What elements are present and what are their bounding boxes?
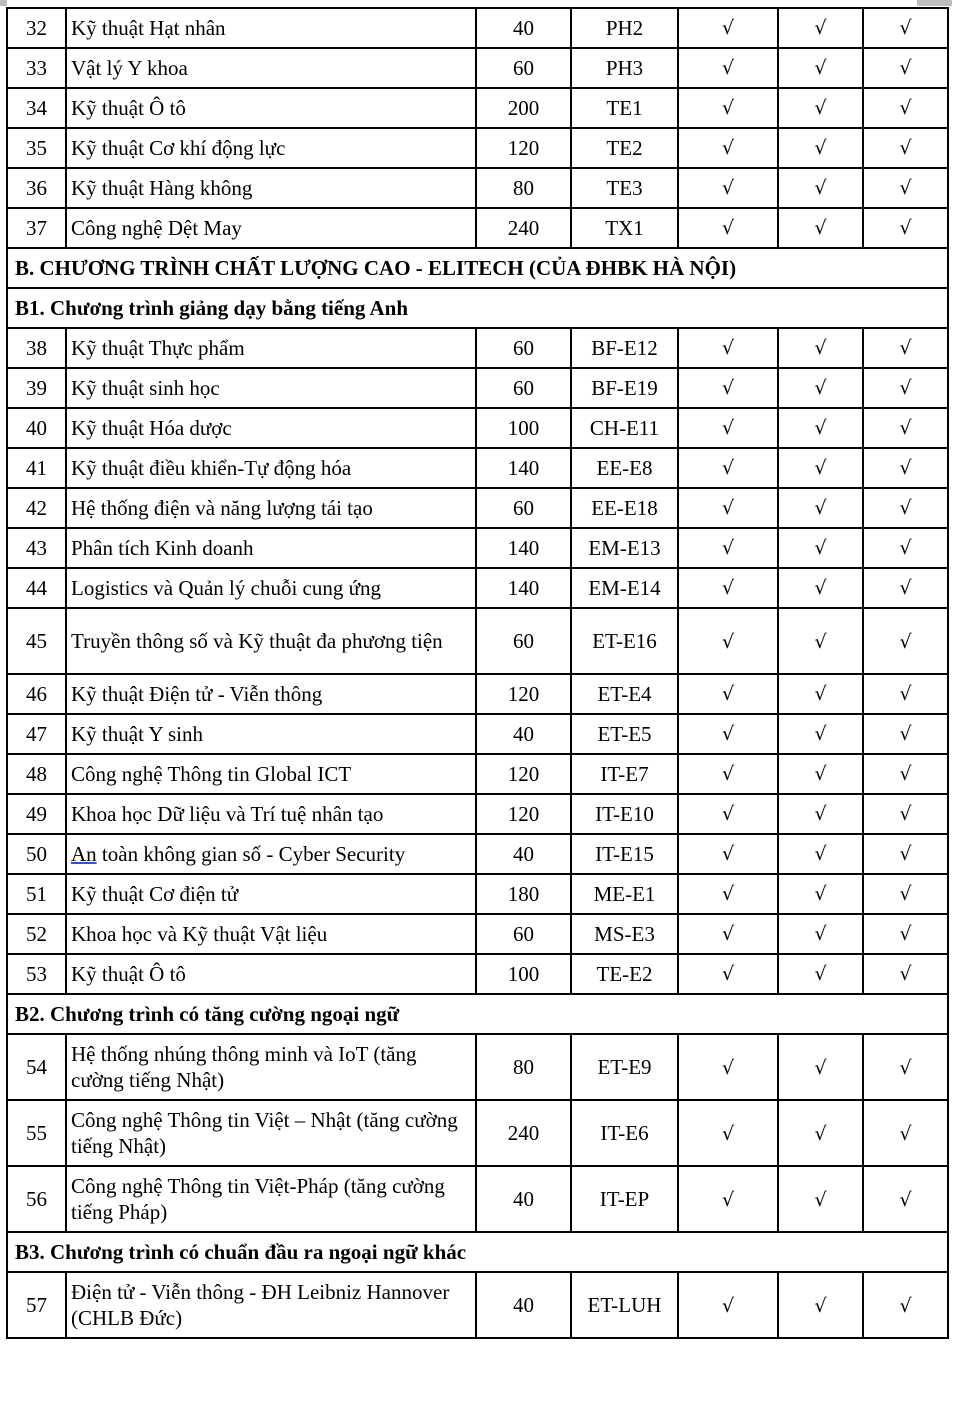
- row-number: 38: [7, 328, 66, 368]
- quota: 100: [476, 954, 571, 994]
- check-icon: √: [721, 1188, 735, 1211]
- check-icon: √: [899, 417, 912, 439]
- quota: 40: [476, 714, 571, 754]
- program-name: Công nghệ Thông tin Việt-Pháp (tăng cường tiếng Pháp): [66, 1166, 476, 1232]
- section-heading-b: B. CHƯƠNG TRÌNH CHẤT LƯỢNG CAO - ELITECH (CỦA ĐHBK HÀ NỘI): [7, 248, 948, 288]
- check-icon: √: [721, 577, 735, 599]
- row-number: 42: [7, 488, 66, 528]
- program-name: [66, 834, 476, 874]
- program-code: TX1: [571, 208, 678, 248]
- program-code: IT-EP: [571, 1166, 678, 1232]
- check-icon: √: [899, 497, 912, 519]
- quota: 40: [476, 1166, 571, 1232]
- check-icon: √: [814, 537, 827, 559]
- check-icon: √: [899, 177, 912, 199]
- check-icon: √: [814, 457, 827, 479]
- program-code: IT-E10: [571, 794, 678, 834]
- check-icon: √: [814, 417, 827, 439]
- check-icon: √: [899, 763, 912, 785]
- program-code: CH-E11: [571, 408, 678, 448]
- quota: 80: [476, 1034, 571, 1100]
- check-icon: √: [814, 1188, 827, 1211]
- program-name: Kỹ thuật Thực phẩm: [66, 328, 476, 368]
- check-icon: √: [721, 963, 735, 985]
- row-number: 40: [7, 408, 66, 448]
- check-icon: √: [899, 723, 912, 745]
- check-icon: √: [899, 883, 912, 905]
- program-code: ME-E1: [571, 874, 678, 914]
- program-code: ET-E16: [571, 608, 678, 674]
- program-name: Kỹ thuật Hóa dược: [66, 408, 476, 448]
- check-icon: √: [814, 723, 827, 745]
- quota: 180: [476, 874, 571, 914]
- check-icon: √: [899, 843, 912, 865]
- table-row: [7, 1034, 948, 1100]
- program-name: Logistics và Quản lý chuỗi cung ứng: [66, 568, 476, 608]
- check-icon: √: [721, 1056, 735, 1079]
- quota: 240: [476, 208, 571, 248]
- row-number: 37: [7, 208, 66, 248]
- check-icon: √: [899, 923, 912, 945]
- check-icon: √: [899, 577, 912, 599]
- table-row: [7, 1100, 948, 1166]
- row-number: 52: [7, 914, 66, 954]
- row-number: 55: [7, 1100, 66, 1166]
- program-name: Kỹ thuật Y sinh: [66, 714, 476, 754]
- row-number: 51: [7, 874, 66, 914]
- check-icon: √: [814, 923, 827, 945]
- row-number: 50: [7, 834, 66, 874]
- program-code: MS-E3: [571, 914, 678, 954]
- program-name: Hệ thống điện và năng lượng tái tạo: [66, 488, 476, 528]
- table-row: [7, 48, 948, 88]
- row-number: 54: [7, 1034, 66, 1100]
- corner-marker-right: [917, 0, 952, 6]
- program-name: Hệ thống nhúng thông minh và IoT (tăng cường tiếng Nhật): [66, 1034, 476, 1100]
- row-number: 56: [7, 1166, 66, 1232]
- program-name: Kỹ thuật Ô tô: [66, 88, 476, 128]
- check-icon: √: [814, 57, 827, 79]
- check-icon: √: [721, 803, 735, 825]
- check-icon: √: [899, 963, 912, 985]
- program-code: TE1: [571, 88, 678, 128]
- program-code: EM-E14: [571, 568, 678, 608]
- program-name: Kỹ thuật Cơ khí động lực: [66, 128, 476, 168]
- row-number: 47: [7, 714, 66, 754]
- table-row: [7, 208, 948, 248]
- row-number: 48: [7, 754, 66, 794]
- check-icon: √: [814, 1294, 827, 1317]
- section-heading-b2: B2. Chương trình có tăng cường ngoại ngữ: [7, 994, 948, 1034]
- program-code: BF-E12: [571, 328, 678, 368]
- check-icon: √: [814, 630, 827, 653]
- check-icon: √: [899, 377, 912, 399]
- program-code: EE-E8: [571, 448, 678, 488]
- table-row: [7, 1272, 948, 1338]
- section-heading-b1: B1. Chương trình giảng dạy bằng tiếng Anh: [7, 288, 948, 328]
- table-row: [7, 408, 948, 448]
- program-name: Điện tử - Viễn thông - ĐH Leibniz Hannover (CHLB Đức): [66, 1272, 476, 1338]
- quota: 240: [476, 1100, 571, 1166]
- program-code: TE3: [571, 168, 678, 208]
- admissions-table: [6, 7, 949, 1339]
- check-icon: √: [899, 1056, 912, 1079]
- check-icon: √: [721, 137, 735, 159]
- quota: 140: [476, 448, 571, 488]
- check-icon: √: [814, 843, 827, 865]
- program-name: Công nghệ Thông tin Việt – Nhật (tăng cường tiếng Nhật): [66, 1100, 476, 1166]
- program-name: Kỹ thuật Điện tử - Viễn thông: [66, 674, 476, 714]
- check-icon: √: [721, 377, 735, 399]
- section-heading-b3: B3. Chương trình có chuẩn đầu ra ngoại ngữ khác: [7, 1232, 948, 1272]
- check-icon: √: [721, 723, 735, 745]
- program-name: Truyền thông số và Kỹ thuật đa phương tiện: [66, 608, 476, 674]
- program-name: Kỹ thuật Hạt nhân: [66, 8, 476, 48]
- section-heading-row: [7, 248, 948, 288]
- program-code: EM-E13: [571, 528, 678, 568]
- check-icon: √: [814, 803, 827, 825]
- check-icon: √: [814, 577, 827, 599]
- quota: 60: [476, 914, 571, 954]
- corner-marker-left: [0, 0, 7, 6]
- row-number: 36: [7, 168, 66, 208]
- row-number: 57: [7, 1272, 66, 1338]
- row-number: 39: [7, 368, 66, 408]
- check-icon: √: [899, 17, 912, 39]
- check-icon: √: [814, 963, 827, 985]
- check-icon: √: [721, 457, 735, 479]
- quota: 60: [476, 608, 571, 674]
- quota: 40: [476, 8, 571, 48]
- program-code: ET-E9: [571, 1034, 678, 1100]
- check-icon: √: [721, 683, 735, 705]
- check-icon: √: [721, 57, 735, 79]
- row-number: 44: [7, 568, 66, 608]
- program-name: Phân tích Kinh doanh: [66, 528, 476, 568]
- program-name: Khoa học Dữ liệu và Trí tuệ nhân tạo: [66, 794, 476, 834]
- check-icon: √: [899, 1188, 912, 1211]
- row-number: 46: [7, 674, 66, 714]
- check-icon: √: [721, 217, 735, 239]
- quota: 60: [476, 328, 571, 368]
- check-icon: √: [721, 843, 735, 865]
- quota: 60: [476, 368, 571, 408]
- check-icon: √: [814, 377, 827, 399]
- quota: 200: [476, 88, 571, 128]
- section-heading-row: [7, 994, 948, 1034]
- table-row: [7, 568, 948, 608]
- row-number: 34: [7, 88, 66, 128]
- check-icon: √: [899, 683, 912, 705]
- table-row: [7, 128, 948, 168]
- check-icon: √: [899, 57, 912, 79]
- program-name: Công nghệ Thông tin Global ICT: [66, 754, 476, 794]
- quota: 120: [476, 128, 571, 168]
- program-name: Kỹ thuật Cơ điện tử: [66, 874, 476, 914]
- check-icon: √: [814, 1056, 827, 1079]
- section-heading-row: [7, 1232, 948, 1272]
- quota: 120: [476, 754, 571, 794]
- quota: 40: [476, 834, 571, 874]
- program-name: Khoa học và Kỹ thuật Vật liệu: [66, 914, 476, 954]
- check-icon: √: [899, 97, 912, 119]
- check-icon: √: [721, 417, 735, 439]
- row-number: 35: [7, 128, 66, 168]
- check-icon: √: [721, 1294, 735, 1317]
- quota: 80: [476, 168, 571, 208]
- row-number: 45: [7, 608, 66, 674]
- program-code: EE-E18: [571, 488, 678, 528]
- quota: 100: [476, 408, 571, 448]
- program-name: Kỹ thuật điều khiển-Tự động hóa: [66, 448, 476, 488]
- table-row: [7, 914, 948, 954]
- check-icon: √: [814, 683, 827, 705]
- quota: 60: [476, 48, 571, 88]
- table-row: [7, 874, 948, 914]
- quota: 120: [476, 674, 571, 714]
- check-icon: √: [814, 177, 827, 199]
- table-row: [7, 954, 948, 994]
- row-number: 49: [7, 794, 66, 834]
- table-row: [7, 168, 948, 208]
- program-name: Vật lý Y khoa: [66, 48, 476, 88]
- table-row: [7, 674, 948, 714]
- program-code: IT-E7: [571, 754, 678, 794]
- check-icon: √: [899, 137, 912, 159]
- check-icon: √: [814, 763, 827, 785]
- check-icon: √: [814, 1122, 827, 1145]
- table-row: [7, 368, 948, 408]
- program-code: ET-E5: [571, 714, 678, 754]
- check-icon: √: [814, 17, 827, 39]
- check-icon: √: [721, 177, 735, 199]
- table-row: [7, 1166, 948, 1232]
- check-icon: √: [899, 1294, 912, 1317]
- program-code: IT-E6: [571, 1100, 678, 1166]
- row-number: 33: [7, 48, 66, 88]
- check-icon: √: [721, 537, 735, 559]
- program-name: Kỹ thuật Ô tô: [66, 954, 476, 994]
- check-icon: √: [721, 630, 735, 653]
- program-code: BF-E19: [571, 368, 678, 408]
- program-name-rest: toàn không gian số - Cyber Security: [96, 841, 406, 866]
- check-icon: √: [899, 457, 912, 479]
- check-icon: √: [899, 630, 912, 653]
- row-number: 43: [7, 528, 66, 568]
- check-icon: √: [721, 17, 735, 39]
- program-name: Công nghệ Dệt May: [66, 208, 476, 248]
- row-number: 32: [7, 8, 66, 48]
- table-row: [7, 448, 948, 488]
- table-row: [7, 754, 948, 794]
- program-name: Kỹ thuật Hàng không: [66, 168, 476, 208]
- spellcheck-underlined-word: An: [71, 841, 97, 866]
- check-icon: √: [721, 97, 735, 119]
- program-code: PH3: [571, 48, 678, 88]
- check-icon: √: [899, 1122, 912, 1145]
- program-code: ET-E4: [571, 674, 678, 714]
- program-name: Kỹ thuật sinh học: [66, 368, 476, 408]
- program-code: TE2: [571, 128, 678, 168]
- program-code: ET-LUH: [571, 1272, 678, 1338]
- program-code: IT-E15: [571, 834, 678, 874]
- check-icon: √: [814, 97, 827, 119]
- table-row: [7, 834, 948, 874]
- check-icon: √: [721, 763, 735, 785]
- quota: 60: [476, 488, 571, 528]
- check-icon: √: [721, 497, 735, 519]
- check-icon: √: [899, 337, 912, 359]
- table-row: [7, 488, 948, 528]
- table-row: [7, 88, 948, 128]
- check-icon: √: [814, 883, 827, 905]
- check-icon: √: [814, 337, 827, 359]
- row-number: 53: [7, 954, 66, 994]
- row-number: 41: [7, 448, 66, 488]
- quota: 40: [476, 1272, 571, 1338]
- table-row: [7, 714, 948, 754]
- table-row: [7, 528, 948, 568]
- check-icon: √: [814, 217, 827, 239]
- table-row: [7, 608, 948, 674]
- check-icon: √: [899, 537, 912, 559]
- section-heading-row: [7, 288, 948, 328]
- quota: 140: [476, 528, 571, 568]
- check-icon: √: [899, 217, 912, 239]
- check-icon: √: [721, 923, 735, 945]
- program-code: PH2: [571, 8, 678, 48]
- quota: 120: [476, 794, 571, 834]
- check-icon: √: [814, 497, 827, 519]
- table-row: [7, 794, 948, 834]
- check-icon: √: [721, 337, 735, 359]
- check-icon: √: [899, 803, 912, 825]
- table-row: [7, 8, 948, 48]
- table-row: [7, 328, 948, 368]
- check-icon: √: [814, 137, 827, 159]
- quota: 140: [476, 568, 571, 608]
- check-icon: √: [721, 883, 735, 905]
- check-icon: √: [721, 1122, 735, 1145]
- program-code: TE-E2: [571, 954, 678, 994]
